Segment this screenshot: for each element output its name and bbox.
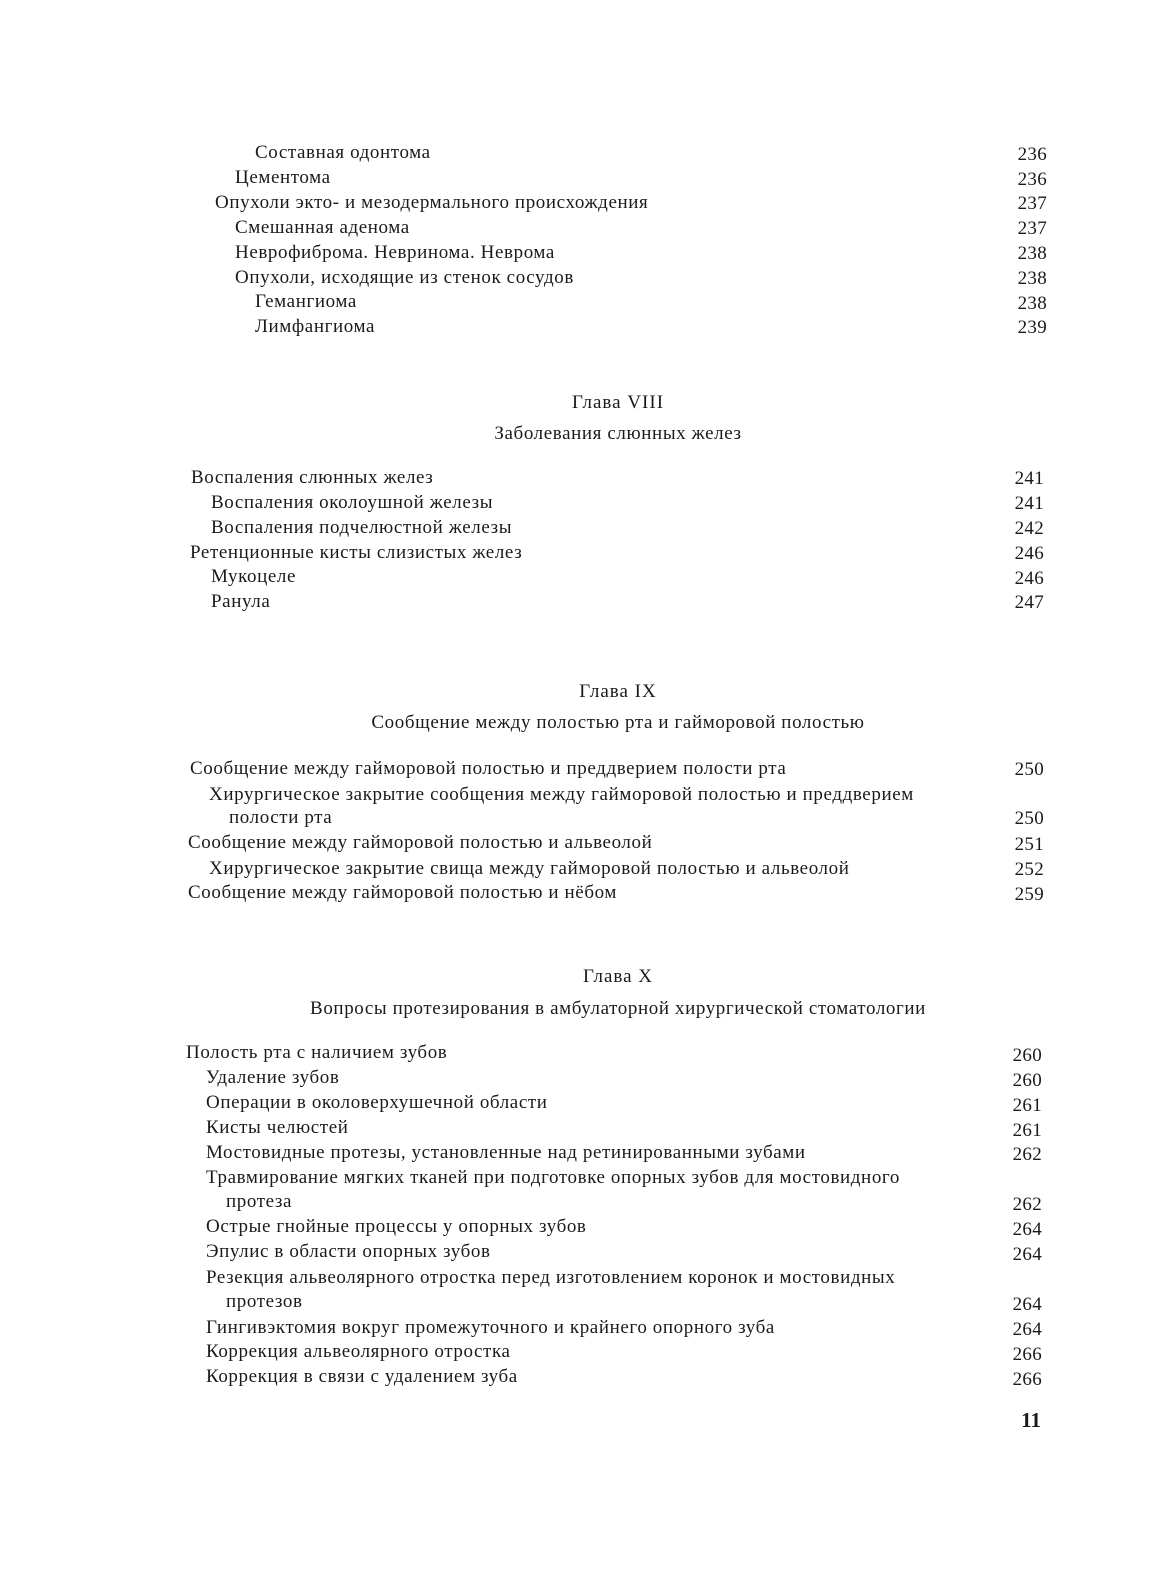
toc-page-number: 259 bbox=[1014, 884, 1044, 905]
toc-page-number: 262 bbox=[1012, 1194, 1042, 1215]
toc-entry: протеза bbox=[226, 1191, 293, 1212]
toc-page-number: 236 bbox=[1017, 144, 1047, 165]
toc-entry: Хирургическое закрытие сообщения между гайморовой полостью и преддверием bbox=[209, 784, 914, 805]
toc-entry: Сообщение между гайморовой полостью и нёбом bbox=[188, 882, 617, 903]
toc-entry: Травмирование мягких тканей при подготовке опорных зубов для мостовидного bbox=[206, 1167, 900, 1188]
toc-entry: Мостовидные протезы, установленные над ретинированными зубами bbox=[206, 1142, 806, 1163]
toc-page-number: 250 bbox=[1014, 808, 1044, 829]
toc-page-number: 237 bbox=[1017, 218, 1047, 239]
toc-page-number: 264 bbox=[1012, 1319, 1042, 1340]
chapter-title: Сообщение между полостью рта и гайморовой полостью bbox=[371, 712, 865, 733]
toc-entry: Полость рта с наличием зубов bbox=[186, 1042, 448, 1063]
toc-entry: Удаление зубов bbox=[206, 1067, 340, 1088]
toc-page-number: 260 bbox=[1012, 1045, 1042, 1066]
toc-page-number: 261 bbox=[1012, 1095, 1042, 1116]
toc-entry: Составная одонтома bbox=[255, 142, 431, 163]
toc-page-number: 264 bbox=[1012, 1219, 1042, 1240]
toc-page-number: 260 bbox=[1012, 1070, 1042, 1091]
toc-entry: Коррекция альвеолярного отростка bbox=[206, 1341, 511, 1362]
toc-entry: Цементома bbox=[235, 167, 331, 188]
toc-entry: Опухоли, исходящие из стенок сосудов bbox=[235, 267, 574, 288]
toc-entry: Гингивэктомия вокруг промежуточного и крайнего опорного зуба bbox=[206, 1317, 775, 1338]
toc-page-number: 261 bbox=[1012, 1120, 1042, 1141]
toc-entry: Эпулис в области опорных зубов bbox=[206, 1241, 491, 1262]
toc-page-number: 238 bbox=[1017, 293, 1047, 314]
toc-page-number: 266 bbox=[1012, 1369, 1042, 1390]
toc-page-number: 238 bbox=[1017, 243, 1047, 264]
toc-page-number: 238 bbox=[1017, 268, 1047, 289]
toc-entry: Мукоцеле bbox=[211, 566, 297, 587]
toc-entry: Ранула bbox=[211, 591, 271, 612]
chapter-title: Вопросы протезирования в амбулаторной хирургической стоматологии bbox=[310, 998, 926, 1019]
toc-entry: Лимфангиома bbox=[255, 316, 376, 337]
toc-page-number: 266 bbox=[1012, 1344, 1042, 1365]
toc-page-number: 246 bbox=[1014, 568, 1044, 589]
chapter-label: Глава X bbox=[582, 966, 654, 987]
page-number: 11 bbox=[1021, 1408, 1041, 1432]
toc-entry: Воспаления слюнных желез bbox=[191, 467, 434, 488]
toc-entry: Смешанная аденома bbox=[235, 217, 410, 238]
toc-entry: Острые гнойные процессы у опорных зубов bbox=[206, 1216, 587, 1237]
toc-page-number: 242 bbox=[1014, 518, 1044, 539]
toc-page-number: 241 bbox=[1014, 493, 1044, 514]
toc-page-number: 252 bbox=[1014, 859, 1044, 880]
toc-entry: Кисты челюстей bbox=[206, 1117, 349, 1138]
toc-entry: Неврофиброма. Невринома. Неврома bbox=[235, 242, 555, 263]
toc-page-number: 251 bbox=[1014, 834, 1044, 855]
toc-entry: Ретенционные кисты слизистых желез bbox=[190, 542, 523, 563]
toc-entry: полости рта bbox=[229, 807, 333, 828]
toc-entry: Гемангиома bbox=[255, 291, 357, 312]
toc-entry: протезов bbox=[226, 1291, 303, 1312]
toc-page-number: 241 bbox=[1014, 468, 1044, 489]
toc-page-number: 250 bbox=[1014, 759, 1044, 780]
toc-page-number: 262 bbox=[1012, 1144, 1042, 1165]
toc-entry: Сообщение между гайморовой полостью и преддверием полости рта bbox=[190, 758, 787, 779]
toc-page-number: 236 bbox=[1017, 169, 1047, 190]
toc-page-number: 239 bbox=[1017, 317, 1047, 338]
toc-page-number: 237 bbox=[1017, 193, 1047, 214]
chapter-title: Заболевания слюнных желез bbox=[494, 423, 742, 444]
toc-entry: Хирургическое закрытие свища между гайморовой полостью и альвеолой bbox=[209, 858, 850, 879]
toc-page-number: 246 bbox=[1014, 543, 1044, 564]
toc-entry: Опухоли экто- и мезодермального происхождения bbox=[215, 192, 649, 213]
toc-entry: Операции в околоверхушечной области bbox=[206, 1092, 548, 1113]
toc-page-number: 247 bbox=[1014, 592, 1044, 613]
toc-entry: Коррекция в связи с удалением зуба bbox=[206, 1366, 518, 1387]
toc-page-number: 264 bbox=[1012, 1294, 1042, 1315]
toc-entry: Воспаления околоушной железы bbox=[211, 492, 494, 513]
toc-entry: Резекция альвеолярного отростка перед изготовлением коронок и мостовидных bbox=[206, 1267, 896, 1288]
toc-entry: Сообщение между гайморовой полостью и альвеолой bbox=[188, 832, 653, 853]
chapter-label: Глава VIII bbox=[571, 392, 665, 413]
toc-page-number: 264 bbox=[1012, 1244, 1042, 1265]
chapter-label: Глава IX bbox=[579, 681, 657, 702]
toc-entry: Воспаления подчелюстной железы bbox=[211, 517, 513, 538]
